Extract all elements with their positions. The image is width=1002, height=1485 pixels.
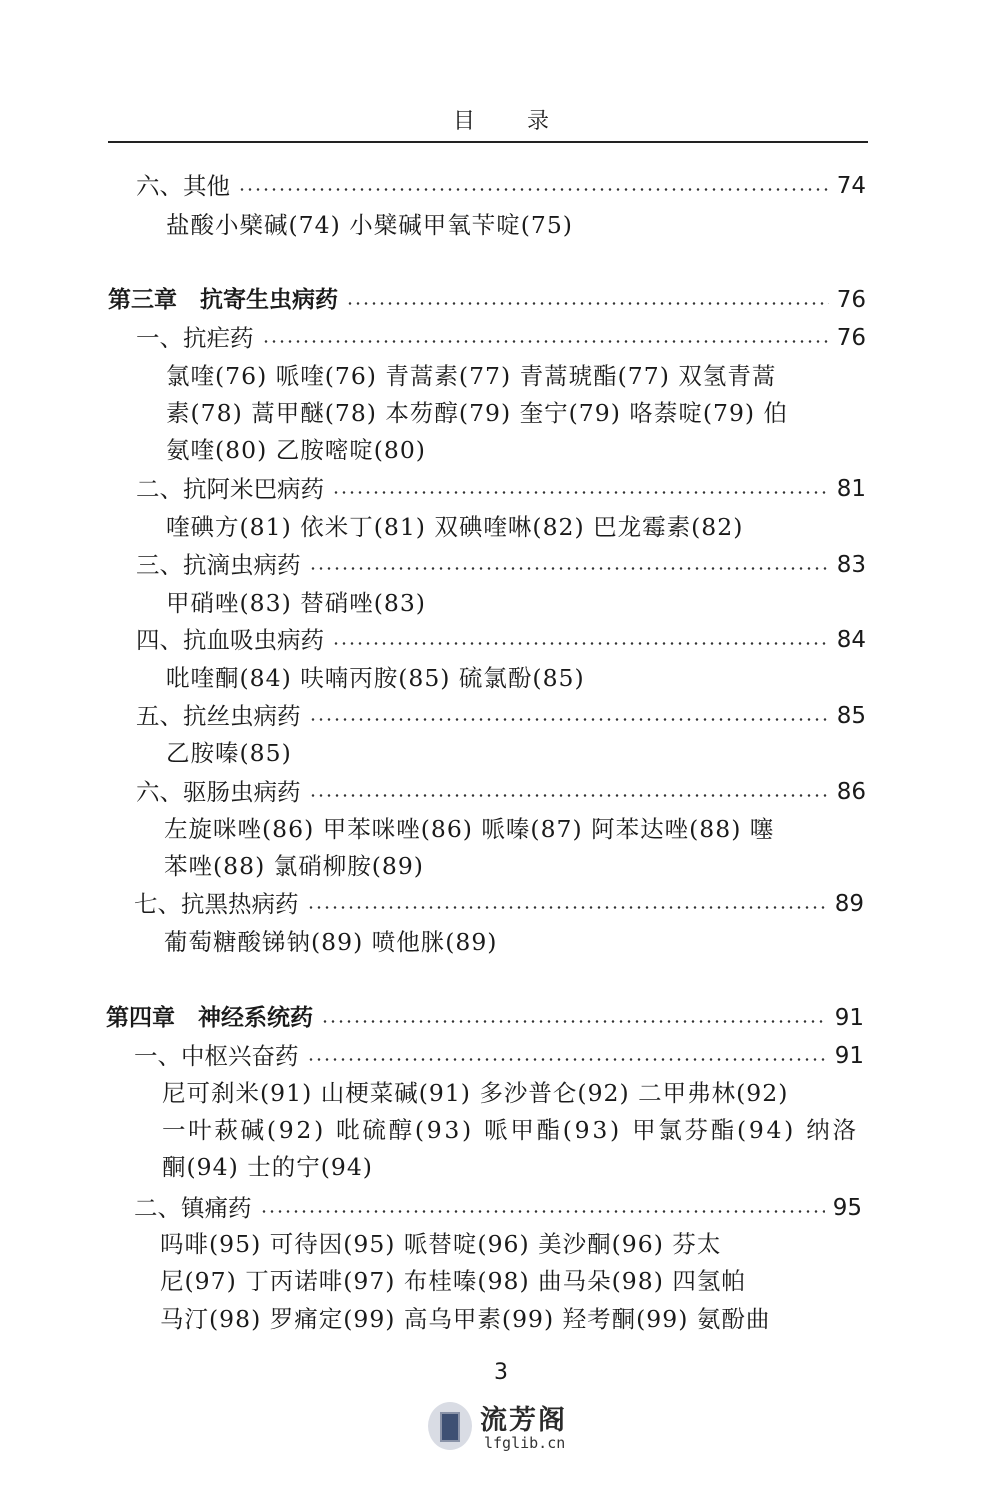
drug-list-line: 酮(94) 士的宁(94) — [162, 1153, 373, 1181]
chapter-title: 第四章 神经系统药 — [106, 1005, 313, 1031]
drug-list-line: 吡喹酮(84) 呋喃丙胺(85) 硫氯酚(85) — [166, 664, 585, 692]
dot-leader — [309, 794, 829, 797]
section-title: 一、中枢兴奋药 — [134, 1042, 299, 1070]
toc-section — [136, 471, 866, 507]
toc-section — [134, 1038, 864, 1074]
drug-list-line: 苯唑(88) 氯硝柳胺(89) — [164, 852, 424, 880]
section-page-number: 95 — [832, 1195, 862, 1221]
toc-section — [136, 698, 866, 734]
toc-chapter — [108, 282, 866, 318]
toc-chapter — [106, 1000, 864, 1036]
chapter-page-number: 76 — [836, 287, 866, 313]
drug-list-line: 喹碘方(81) 依米丁(81) 双碘喹啉(82) 巴龙霉素(82) — [166, 513, 744, 541]
section-page-number: 89 — [834, 891, 864, 917]
section-title: 二、镇痛药 — [134, 1194, 252, 1222]
dot-leader — [238, 188, 829, 191]
toc-section — [136, 168, 866, 204]
dot-leader — [332, 491, 829, 494]
section-title: 一、抗疟药 — [136, 324, 254, 352]
dot-leader — [307, 906, 827, 909]
toc-section — [136, 547, 866, 583]
drug-list-line: 乙胺嗪(85) — [166, 739, 292, 767]
section-title: 四、抗血吸虫病药 — [136, 626, 324, 654]
drug-list-line: 吗啡(95) 可待因(95) 哌替啶(96) 美沙酮(96) 芬太 — [160, 1230, 722, 1258]
section-page-number: 81 — [836, 476, 866, 502]
toc-section — [136, 320, 866, 356]
drug-list-line: 马汀(98) 罗痛定(99) 高乌甲素(99) 羟考酮(99) 氨酚曲 — [160, 1305, 771, 1333]
dot-leader — [321, 1020, 827, 1023]
section-page-number: 85 — [836, 703, 866, 729]
drug-list-line: 葡萄糖酸锑钠(89) 喷他脒(89) — [164, 928, 498, 956]
section-page-number: 91 — [834, 1043, 864, 1069]
drug-list-line: 尼可刹米(91) 山梗菜碱(91) 多沙普仑(92) 二甲弗林(92) — [162, 1079, 789, 1107]
section-page-number: 84 — [836, 627, 866, 653]
section-page-number: 76 — [836, 325, 866, 351]
drug-list-line: 左旋咪唑(86) 甲苯咪唑(86) 哌嗪(87) 阿苯达唑(88) 噻 — [164, 815, 775, 843]
drug-list-line: 氨喹(80) 乙胺嘧啶(80) — [166, 436, 426, 464]
section-title: 五、抗丝虫病药 — [136, 702, 301, 730]
running-header-title: 目录 — [452, 109, 601, 134]
watermark-name: 流芳阁 — [480, 1405, 567, 1436]
toc-section — [136, 774, 866, 810]
drug-list-line: 素(78) 蒿甲醚(78) 本芴醇(79) 奎宁(79) 咯萘啶(79) 伯 — [166, 399, 789, 427]
dot-leader — [332, 642, 829, 645]
book-icon — [428, 1402, 472, 1450]
chapter-title: 第三章 抗寄生虫病药 — [108, 287, 338, 313]
dot-leader — [307, 1058, 827, 1061]
dot-leader — [346, 302, 829, 305]
dot-leader — [309, 718, 829, 721]
section-title: 三、抗滴虫病药 — [136, 551, 301, 579]
dot-leader — [309, 567, 829, 570]
drug-list-line: 尼(97) 丁丙诺啡(97) 布桂嗪(98) 曲马朵(98) 四氢帕 — [160, 1267, 746, 1295]
watermark-logo — [428, 1398, 588, 1458]
dot-leader — [260, 1210, 825, 1213]
toc-section — [134, 886, 864, 922]
drug-list-line: 一叶萩碱(92) 吡硫醇(93) 哌甲酯(93) 甲氯芬酯(94) 纳洛 — [162, 1116, 859, 1144]
watermark-url: lfglib.cn — [484, 1434, 566, 1452]
section-page-number: 86 — [836, 779, 866, 805]
section-title: 七、抗黑热病药 — [134, 890, 299, 918]
drug-list-line: 甲硝唑(83) 替硝唑(83) — [166, 589, 426, 617]
toc-section — [134, 1190, 862, 1226]
section-title: 六、驱肠虫病药 — [136, 778, 301, 806]
toc-section — [136, 622, 866, 658]
drug-list-line: 氯喹(76) 哌喹(76) 青蒿素(77) 青蒿琥酯(77) 双氢青蒿 — [166, 362, 777, 390]
dot-leader — [262, 340, 829, 343]
section-page-number: 74 — [836, 173, 866, 199]
section-title: 二、抗阿米巴病药 — [136, 475, 324, 503]
chapter-page-number: 91 — [834, 1005, 864, 1031]
page-number: 3 — [494, 1360, 508, 1385]
drug-list-line: 盐酸小檗碱(74) 小檗碱甲氧苄啶(75) — [166, 211, 573, 239]
section-title: 六、其他 — [136, 172, 230, 200]
section-page-number: 83 — [836, 552, 866, 578]
header-rule — [108, 141, 868, 143]
